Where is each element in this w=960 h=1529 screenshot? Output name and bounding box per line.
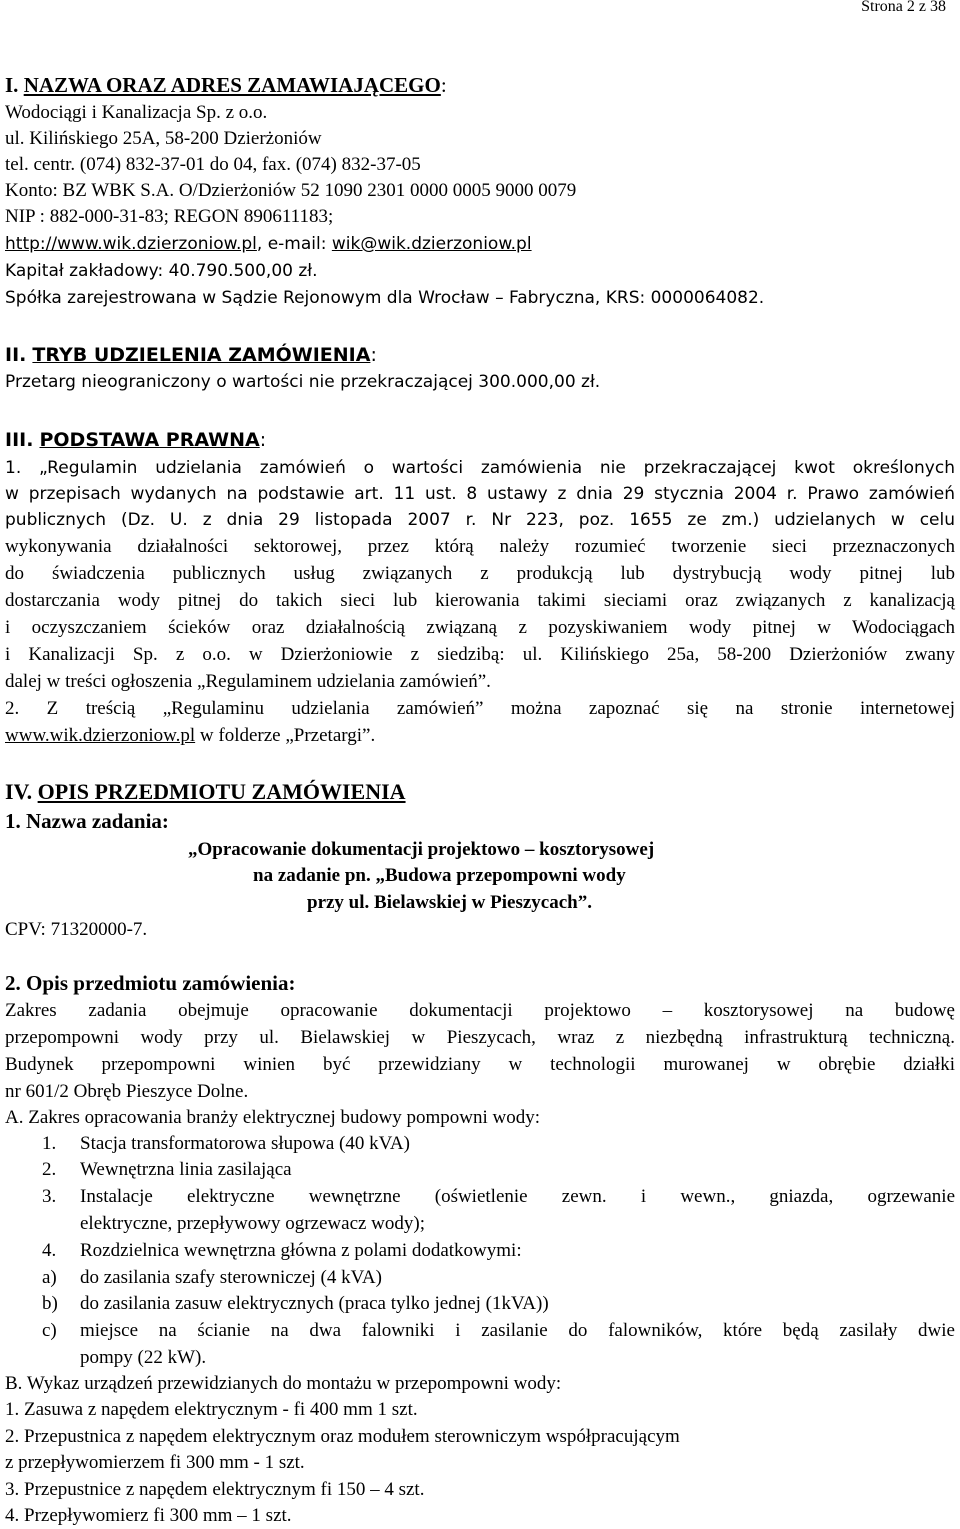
heading-colon: :	[440, 73, 447, 97]
section-1-heading	[5, 73, 955, 97]
legal-basis-line: w przepisach wydanych na podstawie art. 11 ust. 8 ustawy z dnia 29 stycznia 2004 r. Prawo zamówień	[5, 484, 955, 504]
legal-basis-line: wykonywania działalności sektorowej, przez którą należy rozumieć tworzenie sieci przeznaczonych	[5, 536, 955, 557]
list-marker: b)	[42, 1293, 58, 1314]
email-link[interactable]: wik@wik.dzierzoniow.pl	[331, 234, 532, 254]
section-1-number: I.	[5, 73, 19, 97]
regulations-folder-text: w folderze „Przetargi”.	[195, 725, 376, 746]
task-title-text: przy ul. Bielawskiej w Pieszycach”.	[307, 892, 592, 913]
list-item: Rozdzielnica wewnętrzna główna z polami dodatkowymi:	[80, 1240, 522, 1261]
company-capital: Kapitał zakładowy: 40.790.500,00 zł.	[5, 261, 318, 281]
list-item: miejsce na ścianie na dwa falowniki i zasilanie do falowników, które będą zasilały dwie	[80, 1320, 955, 1341]
email-label: , e-mail:	[256, 234, 332, 254]
legal-basis-line: i Kanalizacji Sp. z o.o. w Dzierżoniowie z siedzibą: ul. Kilińskiego 25a, 58-200 Dzierżoniów zwany	[5, 644, 955, 665]
legal-basis-line: dostarczania wody pitnej do takich sieci lub kierowania takimi sieciami oraz związanych z kanalizacją	[5, 590, 955, 611]
list-marker: 3.	[42, 1186, 57, 1207]
section-1-title: NAZWA ORAZ ADRES ZAMAWIAJĄCEGO	[23, 73, 441, 97]
list-marker: a)	[42, 1267, 57, 1288]
description-line: Budynek przepompowni winien być przewidziany w technologii murowanej w obrębie działki	[5, 1054, 955, 1075]
task-title-line	[307, 891, 955, 915]
list-item: Wewnętrzna linia zasilająca	[80, 1159, 292, 1180]
company-contact-line	[5, 232, 955, 256]
company-krs: Spółka zarejestrowana w Sądzie Rejonowym dla Wrocław – Fabryczna, KRS: 0000064082.	[5, 288, 765, 308]
list-item: do zasilania zasuw elektrycznych (praca tylko jednej (1kVA))	[80, 1293, 549, 1314]
company-nip-regon: NIP : 882-000-31-83; REGON 890611183;	[5, 206, 334, 227]
equipment-item: z przepływomierzem fi 300 mm - 1 szt.	[5, 1452, 305, 1473]
legal-basis-line: i oczyszczaniem ścieków oraz działalnością związaną z pozyskiwaniem wody pitnej w Wodociągach	[5, 617, 955, 638]
website-link[interactable]: http://www.wik.dzierzoniow.pl	[5, 234, 257, 254]
legal-basis-line: dalej w treści ogłoszenia „Regulaminem udzielania zamówień”.	[5, 671, 491, 692]
description-line: Zakres zadania obejmuje opracowanie dokumentacji projektowo – kosztorysowej na budowę	[5, 1000, 955, 1021]
section-3-heading	[5, 428, 955, 452]
task-name-heading	[5, 809, 955, 833]
list-item: Instalacje elektryczne wewnętrzne (oświetlenie zewn. i wewn., gniazda, ogrzewanie	[80, 1186, 955, 1207]
equipment-item: 4. Przepływomierz fi 300 mm – 1 szt.	[5, 1505, 292, 1526]
task-title-line	[253, 864, 955, 888]
legal-basis-line: publicznych (Dz. U. z dnia 29 listopada 2007 r. Nr 223, poz. 1655 ze zm.) udzielanych w celu	[5, 510, 955, 530]
company-address: ul. Kilińskiego 25A, 58-200 Dzierżoniów	[5, 128, 322, 149]
section-4-number: IV.	[5, 779, 33, 804]
section-2-title: TRYB UDZIELENIA ZAMÓWIENIA	[32, 344, 371, 366]
task-title-text: „Opracowanie dokumentacji projektowo – kosztorysowej	[188, 839, 655, 860]
section-3-number: III.	[5, 429, 34, 451]
description-line: nr 601/2 Obręb Pieszyce Dolne.	[5, 1081, 249, 1102]
cpv-code: CPV: 71320000-7.	[5, 919, 148, 940]
legal-basis-line: do świadczenia publicznych usług związanych z produkcją lub dystrybucją wody pitnej lub	[5, 563, 955, 584]
equipment-item: 1. Zasuwa z napędem elektrycznym - fi 400 mm 1 szt.	[5, 1399, 418, 1420]
company-bank-account: Konto: BZ WBK S.A. O/Dzierżoniów 52 1090 2301 0000 0005 9000 0079	[5, 180, 577, 201]
list-marker: 1.	[42, 1133, 57, 1154]
description-label: 2. Opis przedmiotu zamówienia:	[5, 971, 296, 995]
heading-colon: :	[370, 344, 377, 366]
electrical-scope-heading: A. Zakres opracowania branży elektrycznej budowy pompowni wody:	[5, 1107, 540, 1128]
list-item: pompy (22 kW).	[80, 1347, 207, 1368]
section-4-heading	[5, 780, 955, 804]
task-title-line	[188, 838, 955, 862]
section-3-title: PODSTAWA PRAWNA	[39, 429, 260, 451]
regulations-link[interactable]: www.wik.dzierzoniow.pl	[5, 725, 196, 746]
tender-mode-text: Przetarg nieograniczony o wartości nie przekraczającej 300.000,00 zł.	[5, 372, 601, 392]
page-number: Strona 2 z 38	[861, 0, 946, 15]
company-name: Wodociągi i Kanalizacja Sp. z o.o.	[5, 102, 268, 123]
equipment-item: 3. Przepustnice z napędem elektrycznym fi 150 – 4 szt.	[5, 1479, 425, 1500]
list-item: Stacja transformatorowa słupowa (40 kVA)	[80, 1133, 410, 1154]
list-item: do zasilania szafy sterowniczej (4 kVA)	[80, 1267, 382, 1288]
company-phone-fax: tel. centr. (074) 832-37-01 do 04, fax. (074) 832-37-05	[5, 154, 421, 175]
task-name-label: 1. Nazwa zadania:	[5, 809, 169, 833]
section-4-title: OPIS PRZEDMIOTU ZAMÓWIENIA	[37, 779, 406, 804]
regulations-link-line	[5, 724, 955, 748]
description-line: przepompowni wody przy ul. Bielawskiej w Pieszycach, wraz z niezbędną infrastrukturą techniczną.	[5, 1027, 955, 1048]
list-item: elektryczne, przepływowy ogrzewacz wody);	[80, 1213, 426, 1234]
section-2-heading	[5, 343, 955, 367]
heading-colon: :	[259, 429, 267, 451]
list-marker: c)	[42, 1320, 57, 1341]
list-marker: 4.	[42, 1240, 57, 1261]
legal-basis-line: 1. „Regulamin udzielania zamówień o wartości zamówienia nie przekraczającej kwot określonych	[5, 458, 955, 478]
task-title-text: na zadanie pn. „Budowa przepompowni wody	[253, 865, 626, 886]
equipment-item: 2. Przepustnica z napędem elektrycznym oraz modułem sterowniczym współpracującym	[5, 1426, 680, 1447]
description-heading	[5, 971, 955, 995]
section-2-number: II.	[5, 344, 27, 366]
list-marker: 2.	[42, 1159, 57, 1180]
equipment-list-heading: B. Wykaz urządzeń przewidzianych do montażu w przepompowni wody:	[5, 1373, 562, 1394]
legal-basis-line: 2. Z treścią „Regulaminu udzielania zamówień” można zapoznać się na stronie internetowej	[5, 698, 955, 719]
